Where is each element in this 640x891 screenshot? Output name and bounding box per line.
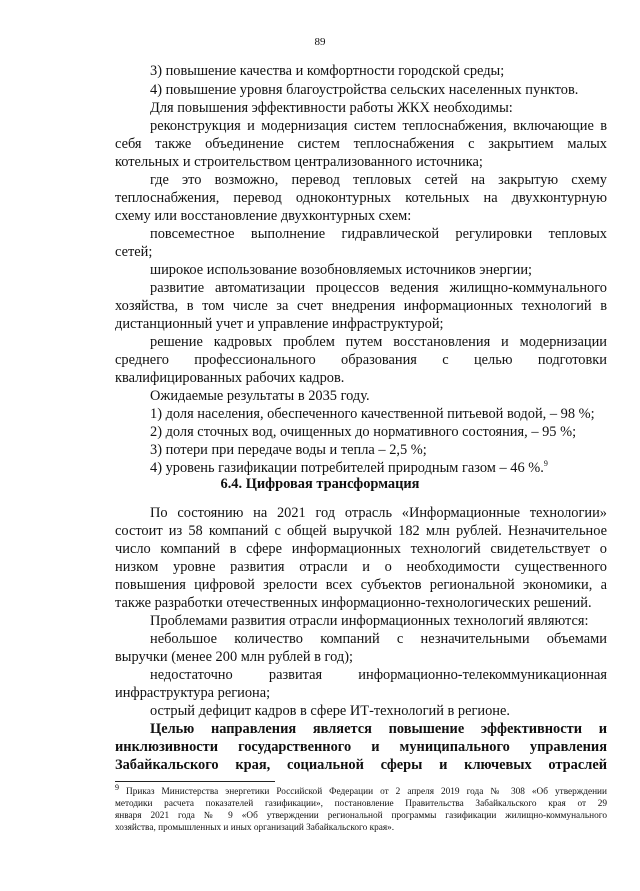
footnote-line: января 2021 года № 9 «Об утверждении региональной программы газификации жилищно-коммунального	[115, 811, 607, 821]
list-item: 1) доля населения, обеспеченного качественной питьевой водой, – 98 %;	[150, 406, 595, 422]
paragraph-line: развитие автоматизации процессов ведения жилищно-коммунального	[150, 280, 607, 296]
list-item: 3) повышение качества и комфортности городской среды;	[150, 63, 505, 79]
footnote-marker: 9	[115, 782, 119, 792]
paragraph-line: среднего профессионального образования с целью подготовки	[115, 352, 607, 368]
list-item	[150, 460, 548, 477]
paragraph-line: низком уровне развития отрасли и о необходимости существенного	[115, 559, 607, 575]
footnote-text: Приказ Министерства энергетики Российской Федерации от 2 апреля 2019 года № 308 «Об утверждении	[126, 787, 608, 797]
list-item-text: 4) уровень газификации потребителей природным газом – 46 %.	[150, 460, 544, 476]
paragraph-line: дистанционный учет и управление инфраструктурой;	[115, 316, 444, 332]
paragraph-line: сетей;	[115, 244, 153, 260]
paragraph-line: инфраструктура региона;	[115, 685, 271, 701]
paragraph-line: хозяйства, в том числе за счет внедрения информационных технологий в	[115, 298, 607, 314]
list-item: 4) повышение уровня благоустройства сельских населенных пунктов.	[150, 82, 579, 98]
paragraph-line: себя также объединение систем теплоснабжения с закрытием малых	[115, 136, 607, 152]
paragraph-line: Ожидаемые результаты в 2035 году.	[150, 388, 370, 404]
paragraph-line: недостаточно развитая информационно-телекоммуникационная	[150, 667, 607, 683]
paragraph-line: состоит из 58 компаний с общей выручкой 182 млн рублей. Незначительное	[115, 523, 607, 539]
paragraph-line: реконструкция и модернизация систем теплоснабжения, включающие в	[150, 118, 607, 134]
paragraph-line-bold: инклюзивности государственного и муниципального управления	[115, 739, 607, 755]
paragraph-line: также разработки отечественных информационно-технологических решений.	[115, 595, 592, 611]
paragraph-line: повсеместное выполнение гидравлической регулировки тепловых	[150, 226, 607, 242]
footnote-line	[115, 782, 608, 798]
paragraph-line: квалифицированных рабочих кадров.	[115, 370, 345, 386]
paragraph-line: схему или восстановление двухконтурных схем:	[115, 208, 412, 224]
paragraph-line: котельных и строительством централизованного источника;	[115, 154, 483, 170]
paragraph-line: небольшое количество компаний с незначительными объемами	[150, 631, 607, 647]
footnote-reference: 9	[543, 459, 548, 469]
paragraph-line: повышения цифровой зрелости всех субъектов региональной экономики, а	[115, 577, 607, 593]
paragraph-line-bold: Забайкальского края, социальной сферы и ключевых отраслей	[115, 757, 607, 773]
footnote-line: методики расчета показателей газификации», постановление Правительства Забайкальского края от 29	[115, 799, 607, 809]
paragraph-line: По состоянию на 2021 год отрасль «Информационные технологии»	[150, 505, 607, 521]
paragraph-line: острый дефицит кадров в сфере ИТ-технологий в регионе.	[150, 703, 510, 719]
section-heading: 6.4. Цифровая трансформация	[220, 476, 420, 492]
paragraph-line: Для повышения эффективности работы ЖКХ необходимы:	[150, 100, 513, 116]
paragraph-line: выручки (менее 200 млн рублей в год);	[115, 649, 353, 665]
footnote-divider	[115, 781, 275, 782]
footnote-line: хозяйства, промышленных и иных организаций Забайкальского края».	[115, 823, 395, 833]
paragraph-line: где это возможно, перевод тепловых сетей на закрытую схему	[150, 172, 607, 188]
paragraph-line-bold: Целью направления является повышение эффективности и	[150, 721, 607, 737]
paragraph-line: Проблемами развития отрасли информационных технологий являются:	[150, 613, 589, 629]
paragraph-line: широкое использование возобновляемых источников энергии;	[150, 262, 533, 278]
page-number: 89	[314, 36, 326, 48]
list-item: 2) доля сточных вод, очищенных до нормативного состояния, – 95 %;	[150, 424, 577, 440]
paragraph-line: решение кадровых проблем путем восстановления и модернизации	[150, 334, 607, 350]
paragraph-line: теплоснабжения, перевод одноконтурных котельных на двухконтурную	[115, 190, 607, 206]
list-item: 3) потери при передаче воды и тепла – 2,5 %;	[150, 442, 427, 458]
paragraph-line: число компаний в сфере информационных технологий свидетельствует о	[115, 541, 607, 557]
